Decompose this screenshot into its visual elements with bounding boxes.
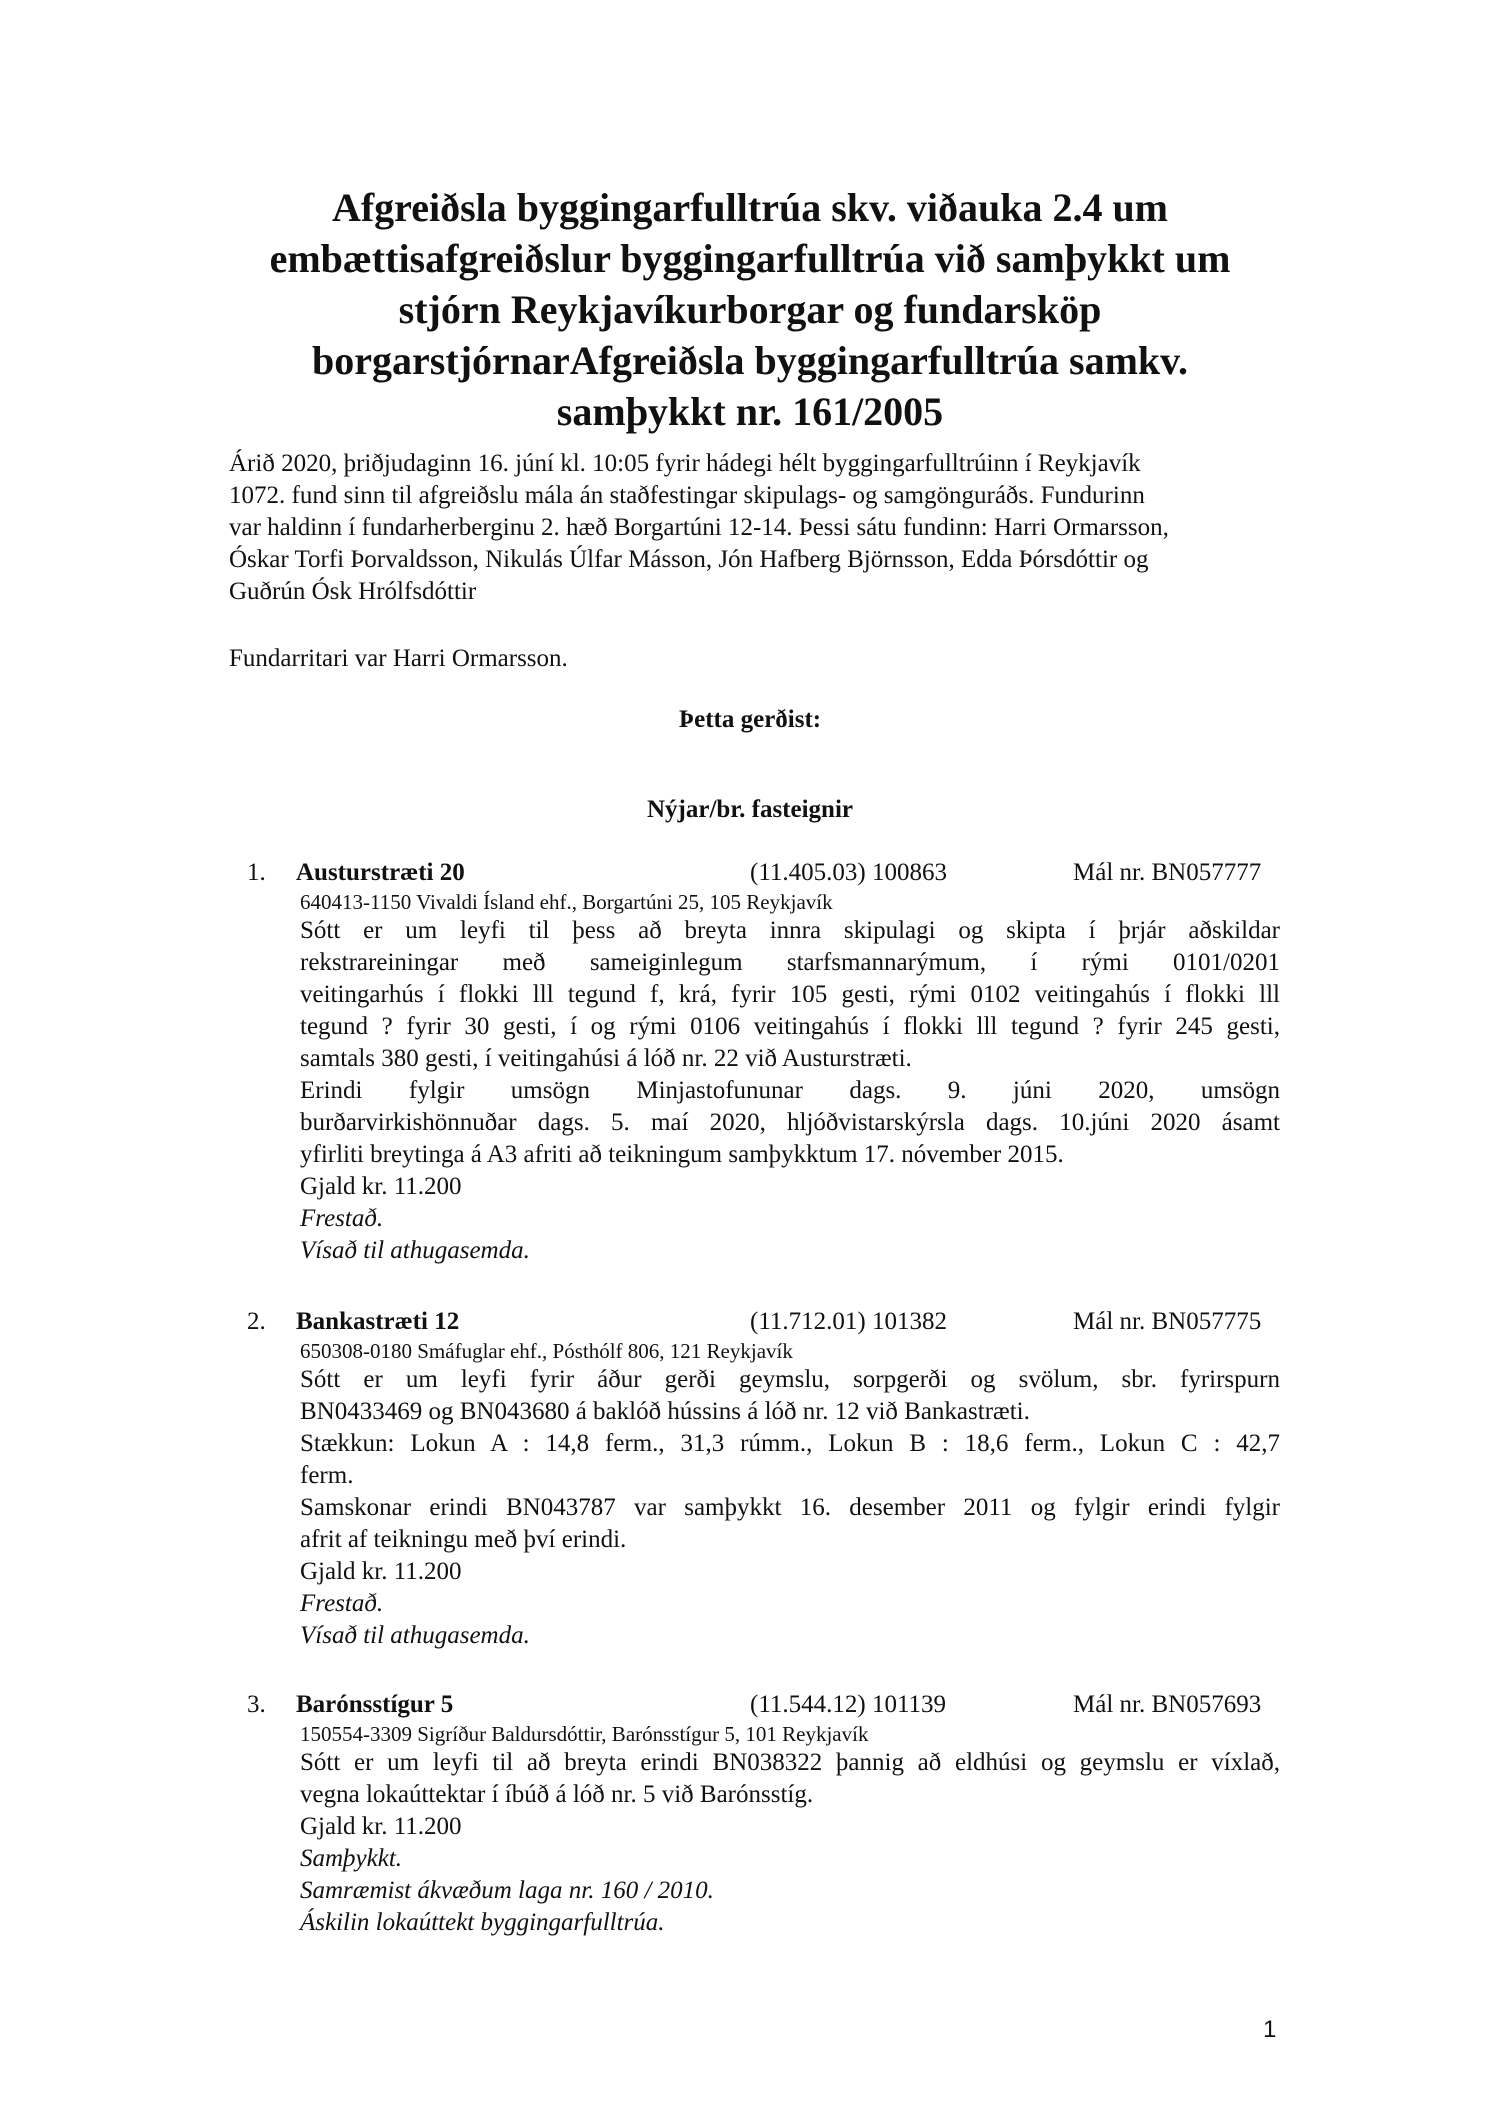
case-text-line: veitingarhús í flokki lll tegund f, krá, fyrir 105 gesti, rými 0102 veitingahús í flokki lll: [300, 981, 1280, 1008]
case-text-line: Sótt er um leyfi til þess að breyta innra skipulagi og skipta í þrjár aðskildar: [300, 917, 1280, 944]
intro-line: var haldinn í fundarherberginu 2. hæð Borgartúni 12-14. Þessi sátu fundinn: Harri Ormarsson,: [229, 514, 1169, 541]
case-header: [0, 1689, 1500, 1721]
title-line: stjórn Reykjavíkurborgar og fundarsköp: [398, 287, 1102, 332]
case-text-line: Samskonar erindi BN043787 var samþykkt 16. desember 2011 og fylgir erindi fylgir: [300, 1494, 1280, 1521]
case-text-line: rekstrareiningar með sameiginlegum starfsmannarýmum, í rými 0101/0201: [300, 949, 1280, 976]
case-address: Barónsstígur 5: [296, 1691, 454, 1718]
case-id: Mál nr. BN057777: [1073, 859, 1262, 886]
page-number: 1: [1263, 2016, 1277, 2043]
section-heading: Þetta gerðist:: [678, 706, 822, 733]
case-item: [0, 1306, 1500, 1652]
intro-line: Guðrún Ósk Hrólfsdóttir: [229, 578, 477, 605]
case-text-line: ferm.: [300, 1462, 354, 1489]
case-address: Bankastræti 12: [296, 1308, 460, 1335]
title-line: Afgreiðsla byggingarfulltrúa skv. viðauka 2.4 um: [331, 185, 1169, 230]
intro-line: Óskar Torfi Þorvaldsson, Nikulás Úlfar Másson, Jón Hafberg Björnsson, Edda Þórsdóttir og: [229, 546, 1149, 573]
case-text-line: vegna lokaúttektar í íbúð á lóð nr. 5 við Barónsstíg.: [300, 1781, 814, 1808]
case-id: Mál nr. BN057775: [1073, 1308, 1262, 1335]
case-number: 3.: [247, 1691, 266, 1718]
case-text-line: burðarvirkishönnuðar dags. 5. maí 2020, hljóðvistarskýrsla dags. 10.júni 2020 ásamt: [300, 1109, 1280, 1136]
title-line: samþykkt nr. 161/2005: [556, 389, 944, 434]
document-title: [230, 182, 1270, 437]
case-land-id: (11.712.01) 101382: [750, 1308, 947, 1335]
case-fee: Gjald kr. 11.200: [300, 1558, 462, 1585]
case-address: Austurstræti 20: [296, 859, 465, 886]
case-applicant: 640413-1150 Vivaldi Ísland ehf., Borgartúni 25, 105 Reykjavík: [300, 890, 833, 914]
case-text-line: Sótt er um leyfi til að breyta erindi BN038322 þannig að eldhúsi og geymslu er víxlað,: [300, 1749, 1280, 1776]
subsection-heading: Nýjar/br. fasteignir: [647, 796, 853, 823]
case-decision: Frestað.: [300, 1205, 384, 1232]
case-text-line: afrit af teikningu með því erindi.: [300, 1526, 627, 1553]
case-decision: Vísað til athugasemda.: [300, 1237, 530, 1264]
case-number: 1.: [247, 859, 266, 886]
title-line: borgarstjórnarAfgreiðsla byggingarfulltrúa samkv.: [312, 338, 1188, 383]
secretary-line: Fundarritari var Harri Ormarsson.: [229, 645, 568, 672]
case-applicant: 650308-0180 Smáfuglar ehf., Pósthólf 806, 121 Reykjavík: [300, 1339, 793, 1363]
case-land-id: (11.544.12) 101139: [750, 1691, 947, 1718]
case-land-id: (11.405.03) 100863: [750, 859, 947, 886]
case-text-line: samtals 380 gesti, í veitingahúsi á lóð nr. 22 við Austurstræti.: [300, 1045, 912, 1072]
case-decision: Samræmist ákvæðum laga nr. 160 / 2010.: [300, 1877, 714, 1904]
title-line: embættisafgreiðslur byggingarfulltrúa við samþykkt um: [269, 236, 1231, 281]
intro-line: Árið 2020, þriðjudaginn 16. júní kl. 10:05 fyrir hádegi hélt byggingarfulltrúinn í Reykjavík: [229, 450, 1141, 477]
case-decision: Vísað til athugasemda.: [300, 1622, 530, 1649]
case-number: 2.: [247, 1308, 266, 1335]
case-body: [300, 915, 1280, 1267]
case-fee: Gjald kr. 11.200: [300, 1173, 462, 1200]
intro-paragraph: [229, 448, 1260, 608]
case-text-line: tegund ? fyrir 30 gesti, í og rými 0106 veitingahús í flokki lll tegund ? fyrir 245 gesti,: [300, 1013, 1280, 1040]
case-text-line: BN0433469 og BN043680 á baklóð hússins á lóð nr. 12 við Bankastræti.: [300, 1398, 1030, 1425]
case-decision: Frestað.: [300, 1590, 384, 1617]
intro-line: 1072. fund sinn til afgreiðslu mála án staðfestingar skipulags- og samgönguráðs. Fundurinn: [229, 482, 1145, 509]
case-applicant: 150554-3309 Sigríður Baldursdóttir, Barónsstígur 5, 101 Reykjavík: [300, 1722, 869, 1746]
case-decision: Samþykkt.: [300, 1845, 403, 1872]
case-id: Mál nr. BN057693: [1073, 1691, 1262, 1718]
case-text-line: Erindi fylgir umsögn Minjastofununar dags. 9. júni 2020, umsögn: [300, 1077, 1280, 1104]
case-header: [0, 857, 1500, 889]
case-text-line: yfirliti breytinga á A3 afriti að teikningum samþykktum 17. nóvember 2015.: [300, 1141, 1064, 1168]
case-decision: Áskilin lokaúttekt byggingarfulltrúa.: [300, 1909, 665, 1936]
case-text-line: Stækkun: Lokun A : 14,8 ferm., 31,3 rúmm., Lokun B : 18,6 ferm., Lokun C : 42,7: [300, 1430, 1280, 1457]
case-item: [0, 857, 1500, 1267]
case-body: [300, 1364, 1280, 1652]
case-fee: Gjald kr. 11.200: [300, 1813, 462, 1840]
case-body: [300, 1747, 1280, 1939]
case-header: [0, 1306, 1500, 1338]
case-text-line: Sótt er um leyfi fyrir áður gerði geymslu, sorpgerði og svölum, sbr. fyrirspurn: [300, 1366, 1280, 1393]
case-item: [0, 1689, 1500, 1939]
